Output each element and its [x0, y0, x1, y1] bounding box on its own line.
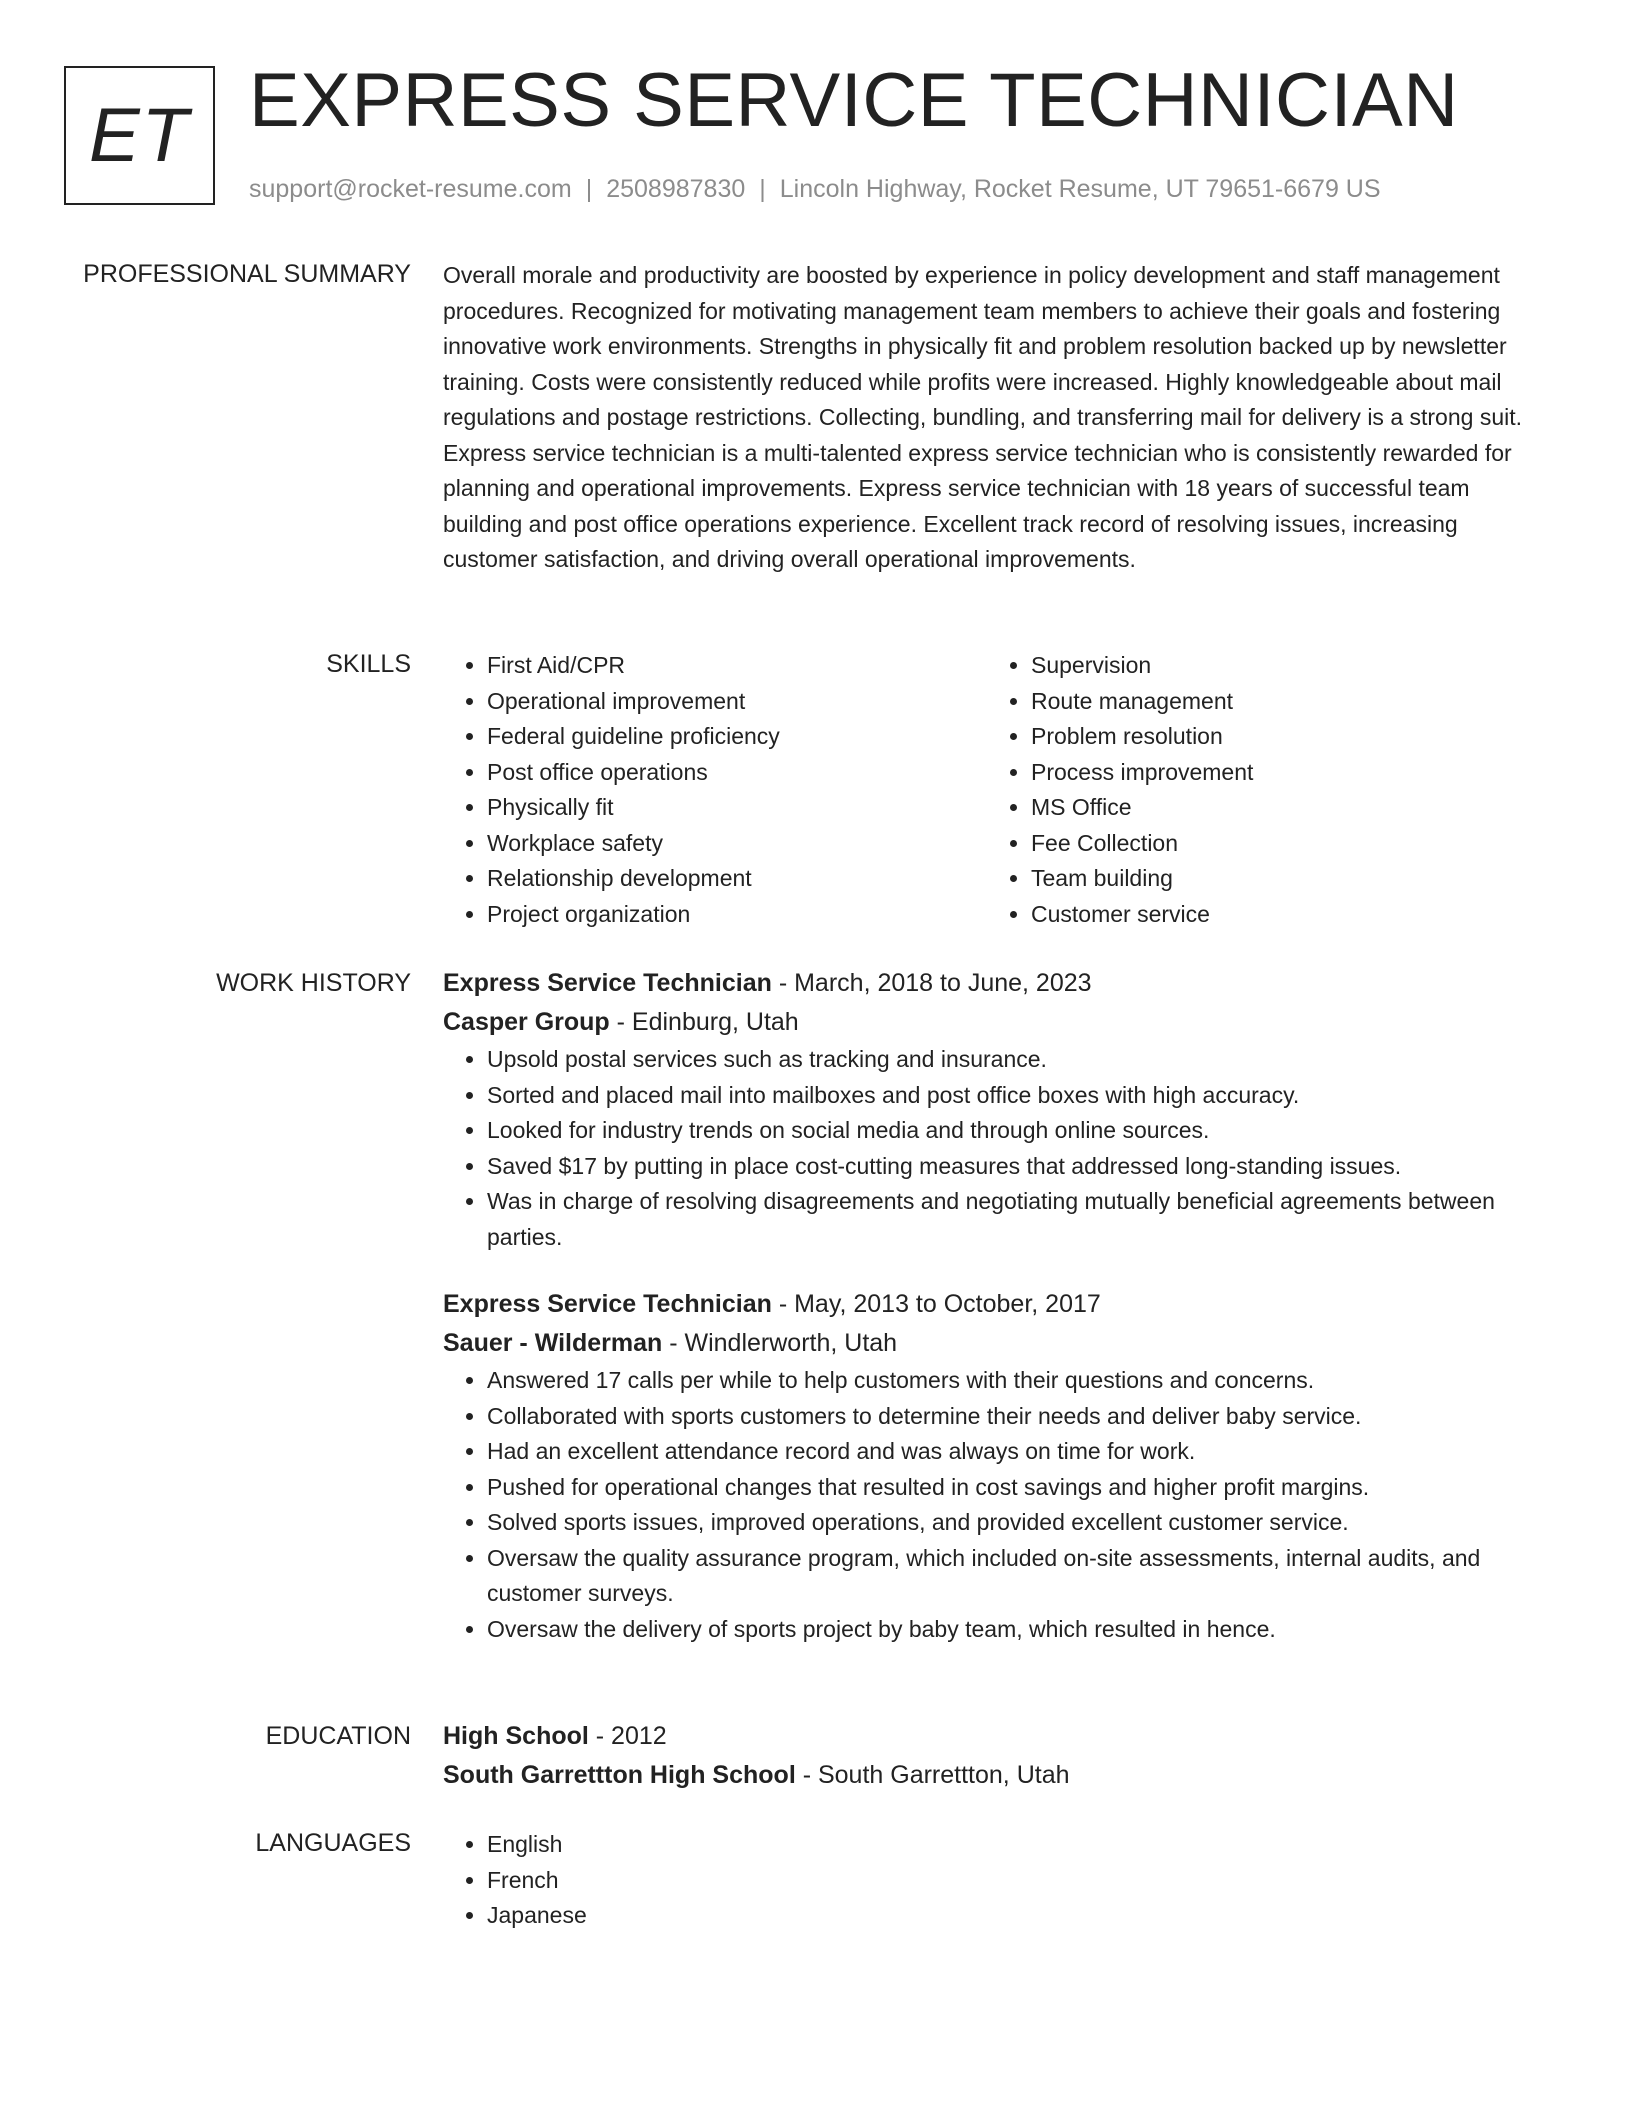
education-degree-line	[443, 1717, 1543, 1756]
contact-separator: |	[585, 175, 593, 203]
summary-text: Overall morale and productivity are boosted by experience in policy development and staff management procedures. Recognized for motivating management team members to achieve their goals and fostering innovative work environments. Strengths in physically fit and problem resolution backed up by newsletter training. Costs were consistently reduced while profits were increased. Highly knowledgeable about mail regulations and postage restrictions. Collecting, bundling, and transferring mail for delivery is a strong suit. Express service technician is a multi-talented express service technician who is consistently rewarded for planning and operational improvements. Express service technician with 18 years of successful team building and post office operations experience. Excellent track record of resolving issues, increasing customer satisfaction, and driving overall operational improvements.	[443, 262, 1523, 572]
skill-item: • Supervision	[1031, 648, 1531, 684]
skill-item: • First Aid/CPR	[487, 648, 987, 684]
skill-item: • Operational improvement	[487, 684, 987, 720]
job-bullet: • Solved sports issues, improved operations, and provided excellent customer service.	[487, 1505, 1543, 1541]
job-title: Express Service Technician	[443, 969, 772, 997]
skill-item: • Problem resolution	[1031, 719, 1531, 755]
skills-list-right	[987, 648, 1531, 932]
job-bullets	[443, 1363, 1543, 1647]
contact-line	[249, 172, 1381, 206]
job-company: Casper Group	[443, 1008, 610, 1036]
resume-title: EXPRESS SERVICE TECHNICIAN	[249, 58, 1459, 143]
job-title: Express Service Technician	[443, 1290, 772, 1318]
section-label-summary: PROFESSIONAL SUMMARY	[83, 260, 411, 288]
job-bullet: • Collaborated with sports customers to determine their needs and deliver baby service.	[487, 1399, 1543, 1435]
job-bullet: • Upsold postal services such as tracking and insurance.	[487, 1042, 1543, 1078]
skill-item: • Customer service	[1031, 897, 1531, 933]
skill-item: • Federal guideline proficiency	[487, 719, 987, 755]
job-company-line	[443, 1324, 1543, 1363]
job-company-line	[443, 1003, 1543, 1042]
job-location: - Edinburg, Utah	[609, 1008, 799, 1036]
languages-body	[443, 1827, 1543, 1934]
job-bullet: • Looked for industry trends on social media and through online sources.	[487, 1113, 1543, 1149]
skill-item: • Relationship development	[487, 861, 987, 897]
language-item: • French	[487, 1863, 1543, 1899]
job-bullet: • Oversaw the quality assurance program, which included on-site assessments, internal audits, and customer surveys.	[487, 1541, 1543, 1612]
language-item: • Japanese	[487, 1898, 1543, 1934]
section-label-languages: LANGUAGES	[255, 1829, 411, 1857]
job-entry	[443, 1285, 1543, 1647]
skills-columns	[443, 648, 1543, 932]
job-bullet: • Pushed for operational changes that resulted in cost savings and higher profit margins.	[487, 1470, 1543, 1506]
contact-address: Lincoln Highway, Rocket Resume, UT 79651-6679 US	[779, 175, 1381, 203]
job-bullet: • Had an excellent attendance record and was always on time for work.	[487, 1434, 1543, 1470]
skill-item: • Workplace safety	[487, 826, 987, 862]
skill-item: • MS Office	[1031, 790, 1531, 826]
job-bullet: • Saved $17 by putting in place cost-cutting measures that addressed long-standing issues.	[487, 1149, 1543, 1185]
skill-item: • Project organization	[487, 897, 987, 933]
job-bullet: • Oversaw the delivery of sports project by baby team, which resulted in hence.	[487, 1612, 1543, 1648]
section-label-education: EDUCATION	[265, 1722, 411, 1750]
monogram-initials: ET	[88, 93, 191, 178]
work-history-body	[443, 964, 1543, 1647]
job-location: - Windlerworth, Utah	[662, 1329, 898, 1357]
education-year: - 2012	[588, 1722, 667, 1750]
education-school: South Garrettton High School	[443, 1761, 796, 1789]
job-bullet: • Answered 17 calls per while to help customers with their questions and concerns.	[487, 1363, 1543, 1399]
monogram-box	[64, 66, 215, 205]
skill-item: • Route management	[1031, 684, 1531, 720]
job-bullets	[443, 1042, 1543, 1255]
contact-phone: 2508987830	[606, 175, 746, 203]
languages-list	[443, 1827, 1543, 1934]
education-school-line	[443, 1756, 1543, 1795]
skill-item: • Team building	[1031, 861, 1531, 897]
skill-item: • Process improvement	[1031, 755, 1531, 791]
education-body	[443, 1717, 1543, 1795]
job-bullet: • Was in charge of resolving disagreements and negotiating mutually beneficial agreements between parties.	[487, 1184, 1543, 1255]
contact-separator: |	[759, 175, 766, 203]
skills-body	[443, 648, 1543, 932]
job-dates: - March, 2018 to June, 2023	[771, 969, 1092, 997]
contact-email: support@rocket-resume.com	[249, 175, 572, 203]
skill-item: • Physically fit	[487, 790, 987, 826]
job-title-line	[443, 1285, 1543, 1324]
language-item: • English	[487, 1827, 1543, 1863]
skill-item: • Post office operations	[487, 755, 987, 791]
job-entry	[443, 964, 1543, 1255]
section-label-skills: SKILLS	[326, 650, 411, 678]
section-label-work-history: WORK HISTORY	[216, 969, 411, 997]
skill-item: • Fee Collection	[1031, 826, 1531, 862]
education-degree: High School	[443, 1722, 589, 1750]
skills-list-left	[443, 648, 987, 932]
summary-body	[443, 258, 1543, 578]
job-dates: - May, 2013 to October, 2017	[771, 1290, 1101, 1318]
job-bullet: • Sorted and placed mail into mailboxes and post office boxes with high accuracy.	[487, 1078, 1543, 1114]
education-location: - South Garrettton, Utah	[795, 1761, 1070, 1789]
job-title-line	[443, 964, 1543, 1003]
job-company: Sauer - Wilderman	[443, 1329, 663, 1357]
